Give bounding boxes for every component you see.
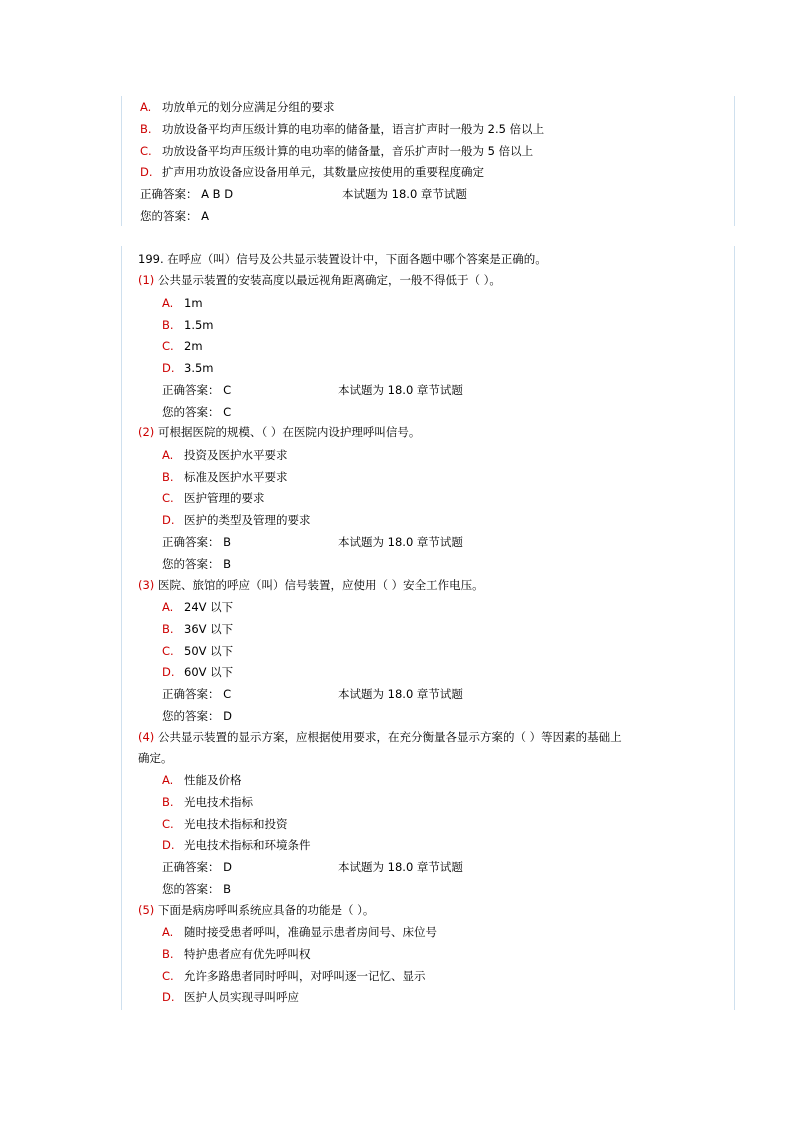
option-text: 功放设备平均声压级计算的电功率的储备量，音乐扩声时一般为 5 倍以上 — [162, 144, 534, 158]
sub-question-text: 下面是病房呼叫系统应具备的功能是（ ）。 — [157, 903, 375, 917]
sub-question-text-continued: 确定。 — [138, 751, 173, 765]
option-c — [162, 490, 265, 506]
sub-question-4 — [138, 729, 622, 745]
option-text: 功放设备平均声压级计算的电功率的储备量，语言扩声时一般为 2.5 倍以上 — [162, 122, 545, 136]
option-letter: B. — [140, 122, 152, 136]
sub-question-text: 公共显示装置的显示方案，应根据使用要求，在充分衡量各显示方案的（ ）等因素的基础上 — [157, 730, 622, 744]
option-text: 2m — [184, 339, 203, 353]
option-text: 允许多路患者同时呼叫，对呼叫逐一记忆、显示 — [184, 969, 426, 983]
sub-question-number: (4) — [138, 730, 155, 744]
correct-answer: 正确答案： A B D — [140, 187, 234, 201]
option-letter: D. — [162, 990, 175, 1004]
your-answer: 您的答案： B — [162, 882, 232, 896]
option-b — [162, 946, 311, 962]
option-a — [162, 924, 437, 940]
option-text: 50V 以下 — [184, 644, 234, 658]
option-letter: A. — [162, 773, 174, 787]
option-text: 功放单元的划分应满足分组的要求 — [162, 100, 335, 114]
option-letter: B. — [162, 470, 174, 484]
option-a — [162, 295, 203, 311]
option-letter: B. — [162, 318, 174, 332]
option-letter: C. — [162, 491, 174, 505]
option-letter: B. — [162, 947, 174, 961]
your-answer: 您的答案： C — [162, 405, 232, 419]
option-letter: D. — [162, 838, 175, 852]
score-info: 本试题为 18.0 章节试题 — [338, 535, 463, 549]
option-letter: C. — [162, 969, 174, 983]
option-text: 24V 以下 — [184, 600, 234, 614]
option-letter: C. — [140, 144, 152, 158]
your-answer: 您的答案： D — [162, 709, 233, 723]
answer-row — [162, 534, 562, 550]
option-b — [162, 469, 288, 485]
option-d — [162, 360, 214, 376]
answer-row — [162, 382, 562, 398]
sub-question-1 — [138, 272, 501, 288]
option-d — [162, 989, 299, 1005]
sub-question-text: 公共显示装置的安装高度以最远视角距离确定，一般不得低于（ ）。 — [157, 273, 501, 287]
option-letter: B. — [162, 622, 174, 636]
option-d — [140, 164, 484, 180]
option-text: 标准及医护水平要求 — [184, 470, 288, 484]
option-b — [162, 317, 214, 333]
option-text: 60V 以下 — [184, 665, 234, 679]
option-letter: A. — [162, 448, 174, 462]
option-a — [140, 99, 335, 115]
option-letter: D. — [162, 513, 175, 527]
option-d — [162, 512, 311, 528]
score-info: 本试题为 18.0 章节试题 — [338, 860, 463, 874]
option-letter: C. — [162, 817, 174, 831]
option-text: 医护人员实现寻叫呼应 — [184, 990, 299, 1004]
option-a — [162, 447, 288, 463]
correct-answer: 正确答案： B — [162, 535, 232, 549]
option-text: 光电技术指标和环境条件 — [184, 838, 311, 852]
option-c — [162, 968, 426, 984]
option-text: 医护管理的要求 — [184, 491, 265, 505]
option-letter: A. — [162, 600, 174, 614]
option-text: 随时接受患者呼叫，准确显示患者房间号、床位号 — [184, 925, 437, 939]
score-info: 本试题为 18.0 章节试题 — [338, 687, 463, 701]
option-d — [162, 664, 233, 680]
option-letter: A. — [140, 100, 152, 114]
correct-answer: 正确答案： D — [162, 860, 233, 874]
option-text: 1m — [184, 296, 203, 310]
question-199-panel — [121, 246, 735, 1010]
option-letter: C. — [162, 339, 174, 353]
option-c — [162, 643, 233, 659]
option-text: 性能及价格 — [184, 773, 242, 787]
option-a — [162, 772, 242, 788]
option-text: 36V 以下 — [184, 622, 234, 636]
answer-row — [162, 859, 562, 875]
correct-answer: 正确答案： C — [162, 687, 232, 701]
sub-question-text: 医院、旅馆的呼应（叫）信号装置，应使用（ ）安全工作电压。 — [157, 578, 484, 592]
option-b — [140, 121, 544, 137]
question-title: 199. 在呼应（叫）信号及公共显示装置设计中，下面各题中哪个答案是正确的。 — [138, 252, 547, 266]
option-letter: C. — [162, 644, 174, 658]
option-text: 光电技术指标和投资 — [184, 817, 288, 831]
option-c — [162, 338, 203, 354]
sub-question-number: (2) — [138, 425, 155, 439]
score-info: 本试题为 18.0 章节试题 — [338, 383, 463, 397]
option-text: 光电技术指标 — [184, 795, 253, 809]
option-c — [140, 143, 533, 159]
option-c — [162, 816, 288, 832]
answer-row — [140, 186, 560, 202]
option-d — [162, 837, 311, 853]
option-letter: A. — [162, 296, 174, 310]
option-letter: D. — [162, 361, 175, 375]
option-text: 1.5m — [184, 318, 214, 332]
your-answer: 您的答案： A — [140, 209, 210, 223]
option-letter: A. — [162, 925, 174, 939]
option-text: 扩声用功放设备应设备用单元，其数量应按使用的重要程度确定 — [162, 165, 484, 179]
option-letter: D. — [140, 165, 153, 179]
sub-question-number: (5) — [138, 903, 155, 917]
previous-question-panel — [121, 96, 735, 226]
your-answer: 您的答案： B — [162, 557, 232, 571]
option-text: 医护的类型及管理的要求 — [184, 513, 311, 527]
sub-question-5 — [138, 902, 374, 918]
option-b — [162, 621, 233, 637]
sub-question-text: 可根据医院的规模、（ ）在医院内设护理呼叫信号。 — [157, 425, 421, 439]
option-text: 特护患者应有优先呼叫权 — [184, 947, 311, 961]
option-a — [162, 599, 233, 615]
answer-row — [162, 686, 562, 702]
option-b — [162, 794, 253, 810]
option-text: 3.5m — [184, 361, 214, 375]
sub-question-3 — [138, 577, 484, 593]
sub-question-number: (1) — [138, 273, 155, 287]
sub-question-number: (3) — [138, 578, 155, 592]
score-info: 本试题为 18.0 章节试题 — [342, 187, 467, 201]
correct-answer: 正确答案： C — [162, 383, 232, 397]
sub-question-2 — [138, 424, 420, 440]
option-letter: B. — [162, 795, 174, 809]
option-letter: D. — [162, 665, 175, 679]
option-text: 投资及医护水平要求 — [184, 448, 288, 462]
